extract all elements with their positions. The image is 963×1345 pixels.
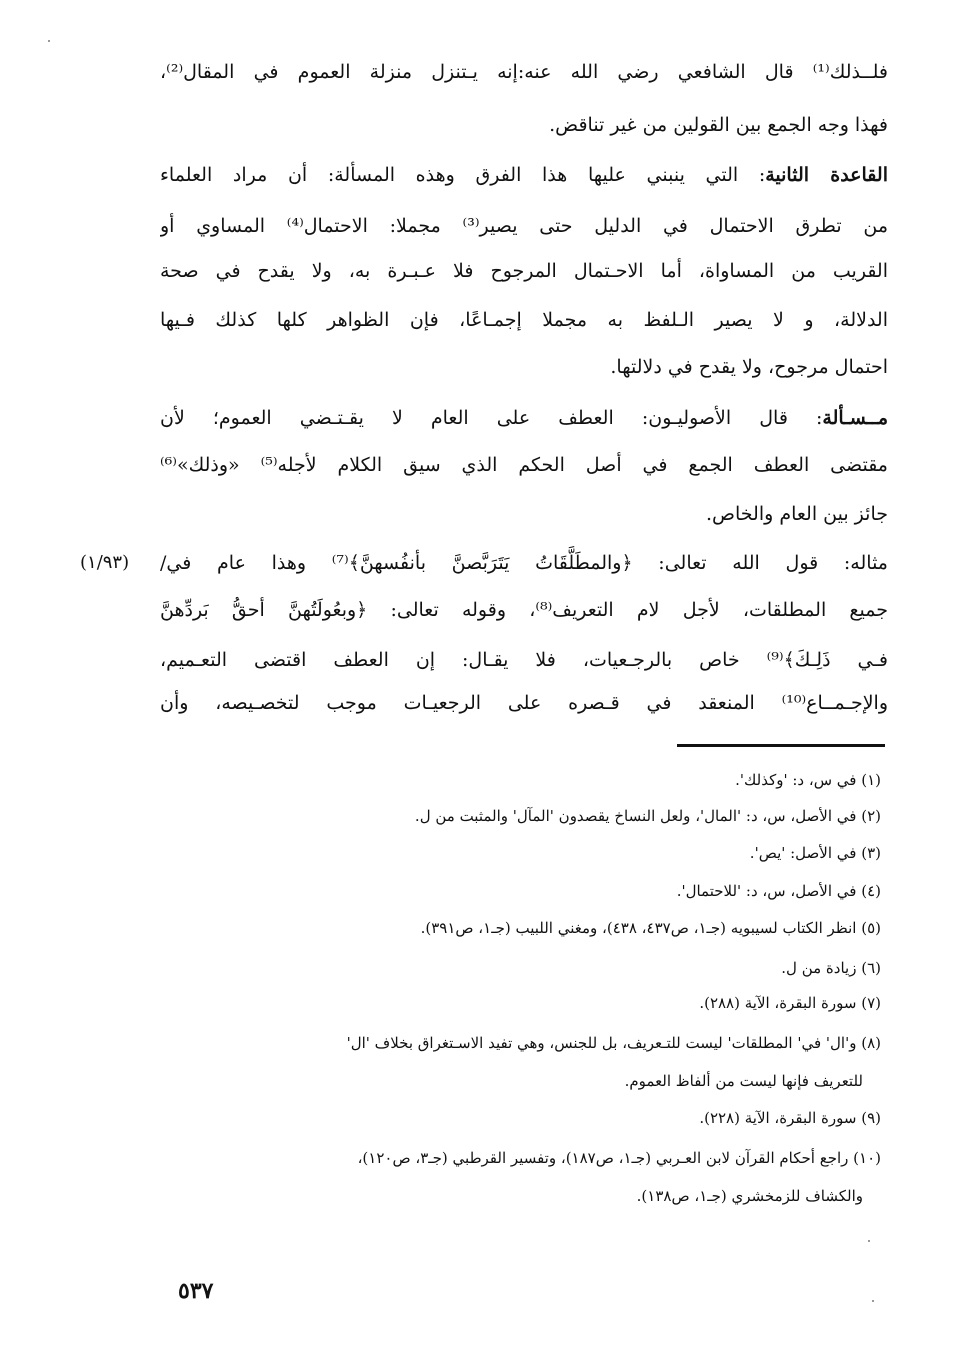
footnote: (١٠) راجع أحكام القرآن لابن العـربي (جـ١، ص١٨٧)، وتفسير القرطبي (جـ٣، ص١٢٠)، (357, 1149, 881, 1167)
body-line: من تطرق الاحتمال في الدليل حتى يصير⁽³⁾ مجملا: الاحتمال⁽⁴⁾ المساوي أو (160, 215, 888, 237)
body-line: جميع المطلقات، لأجل لام التعريف⁽⁸⁾، وقوله تعالى: ﴿وبعُولَتُهنَّ أحقُّ بَردِّهنَّ (160, 599, 888, 621)
body-line: فلــذلك⁽¹⁾ قال الشافعي رضي الله عنه:إنه يـتنزل منزلة العموم في المقال⁽²⁾، (160, 61, 888, 83)
body-line: القريب من المساواة، أما الاحـتمال المرجوح فلا عـبـرة به، ولا يقدح في صحة (160, 260, 888, 282)
body-line: والإجـمــاع⁽¹⁰⁾ المنعقد في قـصره على الرجعيـات موجب لتخصـيصه، وأن (160, 692, 888, 714)
body-line: مثاله: قول الله تعالى: ﴿والمطَلَّقَاتُ يَتَرَبَّصنَّ بأنفُسهنَّ﴾⁽⁷⁾ وهذا عام في/ (160, 552, 888, 574)
body-line (160, 158, 888, 192)
body-line: احتمال مرجوح، ولا يقدح في دلالتها. (610, 356, 888, 378)
body-line: فهذا وجه الجمع بين القولين من غير تناقض. (549, 114, 888, 136)
body-line: جائز بين العام والخاص. (705, 503, 888, 525)
footnote: (٧) سورة البقرة، الآية (٢٨٨). (699, 994, 881, 1012)
body-text: : قال الأصوليـون: العطف على العام لا يقـتـضي العموم؛ لأن (160, 407, 823, 429)
scan-speck (872, 1300, 874, 1302)
body-line: فـي ذَلِـكَ﴾⁽⁹⁾ خاص بالرجـعيات، فلا يقـال: إن العطف اقتضى التعـميم، (160, 649, 888, 671)
margin-page-reference: (١/٩٣) (80, 552, 130, 573)
footnote: (٥) انظر الكتاب لسيبويه (جـ١، ص٤٣٧، ٤٣٨)، ومغني اللبيب (جـ١، ص٣٩١). (420, 919, 881, 937)
footnote: (٢) في الأصل، س، د: 'المال'، ولعل النساخ يقصدون 'المآل' والمثبت من ل. (414, 807, 881, 825)
footnote: (٩) سورة البقرة، الآية (٢٢٨). (699, 1109, 881, 1127)
page-number: ٥٣٧ (178, 1278, 214, 1304)
body-text: : التي ينبني عليها هذا الفرق وهذه المسألة: أن مراد العلماء (160, 164, 766, 186)
scan-speck (48, 40, 50, 42)
scan-speck (868, 1240, 870, 1242)
footnote-continuation: للتعريف فإنها ليست من ألفاظ العموم. (624, 1072, 863, 1090)
footnote: (٤) في الأصل، س، د: 'للاحتمال'. (676, 882, 881, 900)
body-line: الدلالة، و لا يصير الـلفظ به مجملا إجمـاعًا، فإن الظواهر كلها كذلك فـيها (160, 309, 888, 331)
body-line: مقتضى العطف الجمع في أصل الحكم الذي سيق الكلام لأجله⁽⁵⁾ «وذلك»⁽⁶⁾ (160, 454, 888, 476)
section-heading-second-rule: القاعدة الثانية (765, 164, 888, 186)
footnote: (٨) و'ال' في' المطلقات' ليست للتـعريف، بل للجنس، وهي تفيد الاسـتغراق بخلاف 'ال' (346, 1034, 881, 1052)
footnote-continuation: والكشاف للزمخشري (جـ١، ص١٣٨). (636, 1187, 863, 1205)
footnote: (١) في س، د: 'وكذلك'. (735, 771, 881, 789)
footnote: (٣) في الأصل: 'يص'. (749, 844, 881, 862)
footnote: (٦) زيادة من ل. (781, 959, 881, 977)
body-line (160, 401, 888, 435)
footnote-separator (677, 744, 885, 747)
section-heading-issue: مــسـألة (822, 407, 888, 429)
